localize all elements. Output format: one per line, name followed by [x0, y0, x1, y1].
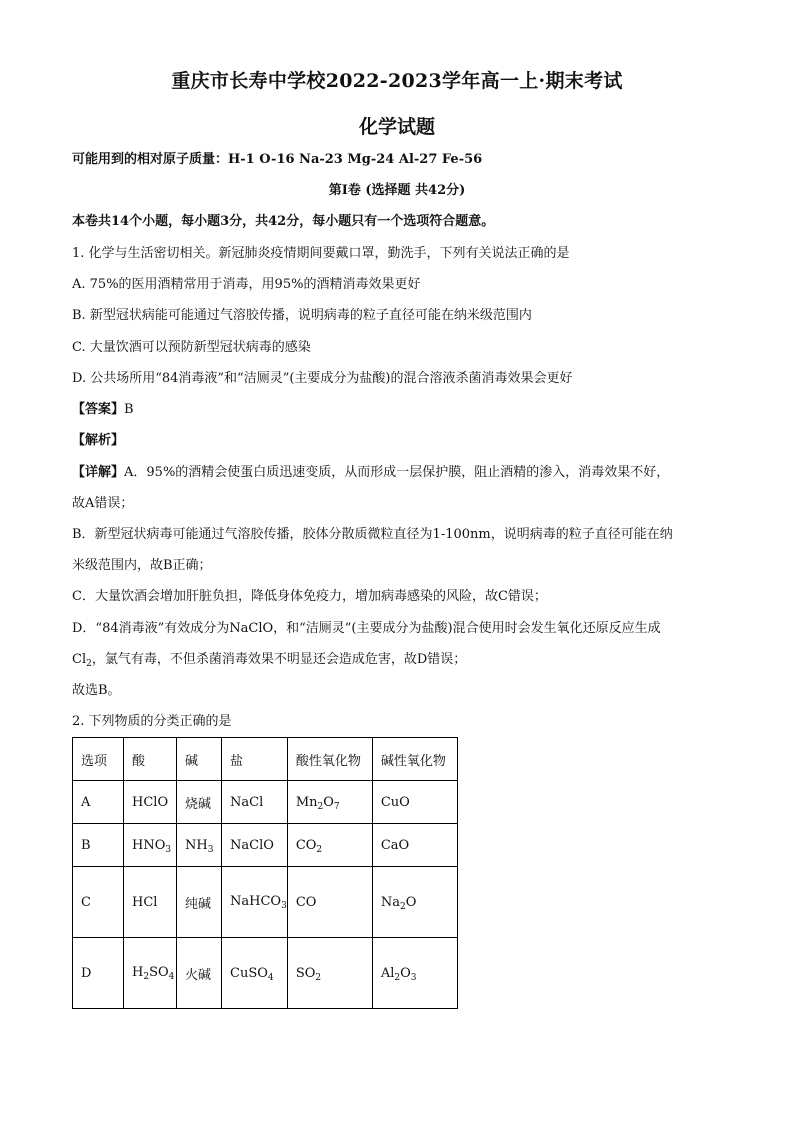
table-cell: HClO: [124, 781, 177, 824]
detail-line-4: 米级范围内，故B正确；: [72, 558, 212, 573]
detail-line-7: [72, 651, 466, 669]
detail-label: 【详解】: [72, 465, 125, 480]
chlorine-formula: $Cl_2$: [72, 652, 92, 669]
detail-text-7: ，氯气有毒，不但杀菌消毒效果不明显还会造成危害，故D错误；: [91, 652, 467, 667]
table-header-cell: 碱性氧化物: [372, 738, 457, 781]
table-cell: CuO: [372, 781, 457, 824]
answer-line: [72, 401, 134, 419]
table-cell: A: [73, 781, 124, 824]
table-cell: NaClO: [222, 824, 288, 867]
table-cell: $HNO_3$: [124, 824, 177, 867]
question-2-stem: 2. 下列物质的分类正确的是: [72, 714, 232, 729]
section-heading: 第Ⅰ卷 (选择题 共42分): [328, 183, 466, 198]
table-cell: CaO: [372, 824, 457, 867]
table-cell: $NH_3$: [177, 824, 222, 867]
detail-line-3: B．新型冠状病毒可能通过气溶胶传播，胶体分散质微粒直径为1-100nm，说明病毒的粒子直径可能在纳: [72, 527, 673, 542]
question-1-option-b: B. 新型冠状病能可能通过气溶胶传播，说明病毒的粒子直径可能在纳米级范围内: [72, 308, 532, 323]
table-row: [73, 781, 458, 824]
classification-table: [72, 737, 458, 1009]
table-cell: B: [73, 824, 124, 867]
exam-title: 重庆市长寿中学校2022-2023学年高一上·期末考试: [171, 70, 623, 92]
answer-value: B: [124, 402, 134, 417]
table-cell: 烧碱: [177, 781, 222, 824]
table-header-cell: 酸: [124, 738, 177, 781]
table-cell: NaHCO$_3$: [222, 867, 288, 938]
detail-line-1: [72, 464, 669, 482]
question-1-option-c: C. 大量饮酒可以预防新型冠状病毒的感染: [72, 340, 311, 355]
question-1-option-a: A. 75%的医用酒精常用于消毒，用95%的酒精消毒效果更好: [72, 277, 421, 292]
table-row: [73, 824, 458, 867]
table-cell: CO: [287, 867, 372, 938]
table-cell: NaCl: [222, 781, 288, 824]
question-1-stem: 1. 化学与生活密切相关。新冠肺炎疫情期间要戴口罩，勤洗手，下列有关说法正确的是: [72, 246, 570, 261]
detail-line-2: 故A错误；: [72, 496, 134, 511]
table-row: [73, 938, 458, 1009]
table-header-cell: 选项: [73, 738, 124, 781]
detail-text-1: A．95%的酒精会使蛋白质迅速变质，从而形成一层保护膜，阻止酒精的渗入，消毒效果不好，: [124, 465, 670, 480]
table-header-cell: 酸性氧化物: [287, 738, 372, 781]
detail-line-8: 故选B。: [72, 683, 121, 698]
atomic-masses: 可能用到的相对原子质量：H-1 O-16 Na-23 Mg-24 Al-27 Fe-56: [72, 152, 483, 167]
table-cell: $Al_2O_3$: [372, 938, 457, 1009]
table-cell: $CO_2$: [287, 824, 372, 867]
table-cell: 火碱: [177, 938, 222, 1009]
table-cell: 纯碱: [177, 867, 222, 938]
table-cell: $H_2SO_4$: [124, 938, 177, 1009]
analysis-label: 【解析】: [72, 433, 125, 448]
table-header-cell: 碱: [177, 738, 222, 781]
table-cell: $SO_2$: [287, 938, 372, 1009]
table-cell: CuSO$_4$: [222, 938, 288, 1009]
table-cell: D: [73, 938, 124, 1009]
detail-line-5: C．大量饮酒会增加肝脏负担，降低身体免疫力，增加病毒感染的风险，故C错误；: [72, 589, 547, 604]
table-header-row: [73, 738, 458, 781]
table-row: [73, 867, 458, 938]
table-cell: $Na_2O$: [372, 867, 457, 938]
table-header-cell: 盐: [222, 738, 288, 781]
table-cell: C: [73, 867, 124, 938]
table-cell: HCl: [124, 867, 177, 938]
table-cell: $Mn_2O_7$: [287, 781, 372, 824]
section-instructions: 本卷共14个小题，每小题3分，共42分，每小题只有一个选项符合题意。: [72, 214, 495, 229]
detail-line-6: D．“84消毒液”有效成分为NaClO，和“洁厕灵”(主要成分为盐酸)混合使用时会发生氧化还原反应生成: [72, 621, 661, 636]
answer-label: 【答案】: [72, 402, 125, 417]
exam-subtitle: 化学试题: [358, 116, 435, 138]
question-1-option-d: D. 公共场所用“84消毒液”和“洁厕灵”(主要成分为盐酸)的混合溶液杀菌消毒效果会更好: [72, 371, 573, 386]
